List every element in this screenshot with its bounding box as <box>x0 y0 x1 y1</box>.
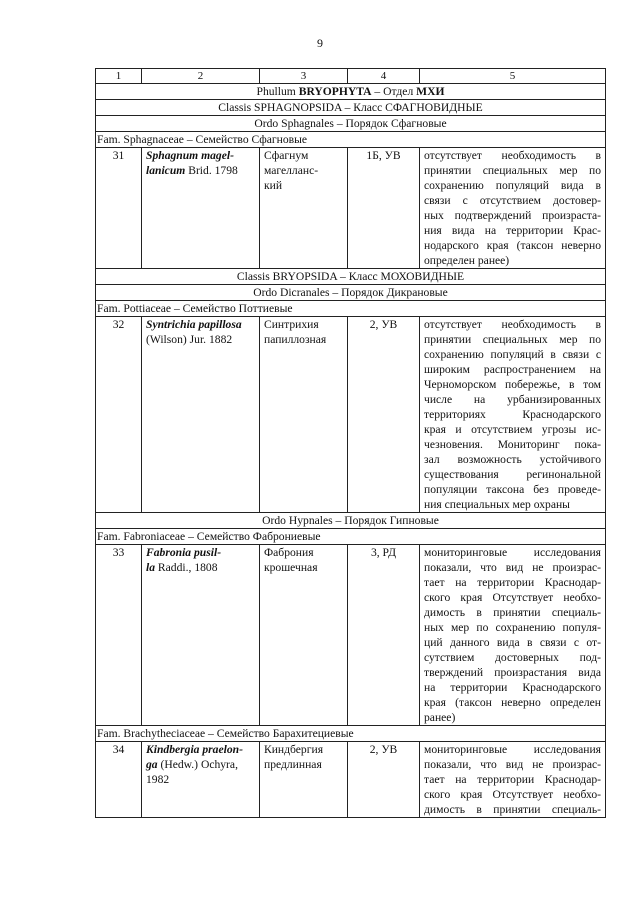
table-row <box>96 148 606 269</box>
family-heading: Fam. Pottiaceae – Семейство Поттиевые <box>96 301 606 317</box>
reason-line: края (таксон неверно определен <box>424 696 601 709</box>
species-author: 1982 <box>146 773 170 786</box>
reason-line: чезновения. Мониторинг пока- <box>424 438 601 451</box>
order-heading: Ordo Hypnales – Порядок Гипновые <box>96 513 606 529</box>
reason-line: связи с отсутствием достовер- <box>424 194 601 207</box>
reason-line: ского края Отсутствует необхо- <box>424 788 601 801</box>
reason-line: на территории Краснодарского <box>424 681 601 694</box>
reason-line: ния специальных мер охраны <box>424 498 570 511</box>
reason-line: тает на территории Краснодар- <box>424 576 601 589</box>
table-row <box>96 742 606 818</box>
species-author: Raddi., 1808 <box>155 561 218 574</box>
row-number: 32 <box>96 317 142 513</box>
family-row <box>96 301 606 317</box>
russian-name-line: магелланс- <box>264 164 319 177</box>
family-heading: Fam. Brachytheciaceae – Семейство Барахитециевые <box>96 726 606 742</box>
reason-line: показали, что вид не произрас- <box>424 561 601 574</box>
reason-line: принятии специальных мер по <box>424 164 601 177</box>
reason-line: ций данного вида в связи с от- <box>424 636 601 649</box>
family-row <box>96 726 606 742</box>
reason-line: ных мер по сохранению популя- <box>424 621 601 634</box>
category: 1Б, УВ <box>348 148 420 269</box>
reason-line: димость в принятии специаль- <box>424 803 601 816</box>
reason-line: ского края Отсутствует необхо- <box>424 591 601 604</box>
reason-line: сохранению популяций вида в <box>424 179 601 192</box>
row-number: 33 <box>96 545 142 726</box>
table-row <box>96 545 606 726</box>
reason-line: тверждений произрастания вида <box>424 666 601 679</box>
page-number: 9 <box>317 36 323 50</box>
species-name <box>142 148 260 269</box>
reason-line: отсутствует необходимость в <box>424 149 601 162</box>
species-author: (Hedw.) Ochyra, <box>157 758 238 771</box>
reason-line: существования регинональной <box>424 468 601 481</box>
reason-line: территориях Краснодарского <box>424 408 601 421</box>
species-latin: Sphagnum magel- <box>146 149 234 162</box>
russian-name-line: Киндбергия <box>264 743 324 756</box>
category: 3, РД <box>348 545 420 726</box>
reason-line: мониторинговые исследования <box>424 546 601 559</box>
russian-name-line: Фаброния <box>264 546 314 559</box>
category: 2, УВ <box>348 317 420 513</box>
reason <box>420 148 606 269</box>
species-author: Brid. 1798 <box>185 164 238 177</box>
order-heading: Ordo Sphagnales – Порядок Сфагновые <box>96 116 606 132</box>
reason-line: показали, что вид не произрас- <box>424 758 601 771</box>
species-latin: lanicum <box>146 164 186 177</box>
russian-name <box>260 742 348 818</box>
class-heading: Classis SPHAGNOPSIDA – Класс СФАГНОВИДНЫЕ <box>96 100 606 116</box>
russian-name-line: Синтрихия <box>264 318 319 331</box>
reason-line: отсутствует необходимость в <box>424 318 601 331</box>
column-number-row <box>96 69 606 84</box>
reason-line: края и отсутствием угрозы ис- <box>424 423 601 436</box>
reason <box>420 742 606 818</box>
family-row <box>96 529 606 545</box>
species-latin: la <box>146 561 156 574</box>
species-table <box>95 68 606 818</box>
row-number: 34 <box>96 742 142 818</box>
reason-line: мониторинговые исследования <box>424 743 601 756</box>
column-number: 2 <box>142 69 260 84</box>
species-name <box>142 545 260 726</box>
species-name <box>142 317 260 513</box>
class-heading: Classis BRYOPSIDA – Класс МОХОВИДНЫЕ <box>96 269 606 285</box>
species-author: (Wilson) Jur. 1882 <box>146 333 233 346</box>
reason-line: сохранению популяций в связи с <box>424 348 601 361</box>
phylum-heading <box>96 84 606 100</box>
category: 2, УВ <box>348 742 420 818</box>
row-number: 31 <box>96 148 142 269</box>
species-latin: Kindbergia praelon- <box>146 743 243 756</box>
reason-line: сутствием достоверных под- <box>424 651 601 664</box>
order-row <box>96 285 606 301</box>
reason-line: зал возможность устойчивого <box>424 453 601 466</box>
order-row <box>96 513 606 529</box>
phylum-middle: – Отдел <box>371 85 417 98</box>
family-row <box>96 132 606 148</box>
order-row <box>96 116 606 132</box>
family-heading: Fam. Sphagnaceae – Семейство Сфагновые <box>96 132 606 148</box>
russian-name <box>260 148 348 269</box>
russian-name-line: кий <box>264 179 283 192</box>
species-latin: ga <box>146 758 158 771</box>
column-number: 4 <box>348 69 420 84</box>
reason-line: тает на территории Краснодар- <box>424 773 601 786</box>
order-heading: Ordo Dicranales – Порядок Дикрановые <box>96 285 606 301</box>
russian-name-line: крошечная <box>264 561 318 574</box>
reason-line: числе на урбанизированных <box>424 393 601 406</box>
russian-name <box>260 317 348 513</box>
column-number: 1 <box>96 69 142 84</box>
reason-line: нодарского края (таксон неверно <box>424 239 601 252</box>
phylum-latin: BRYOPHYTA <box>298 85 372 98</box>
reason-line: принятии специальных мер по <box>424 333 601 346</box>
reason-line: димость в принятии специаль- <box>424 606 601 619</box>
reason-line: широким распространением на <box>424 363 601 376</box>
russian-name-line: предлинная <box>264 758 322 771</box>
russian-name <box>260 545 348 726</box>
reason-line: популяции таксона без проведе- <box>424 483 601 496</box>
species-name <box>142 742 260 818</box>
reason-line: ранее) <box>424 711 456 724</box>
russian-name-line: Сфагнум <box>264 149 309 162</box>
reason-line: Черноморском побережье, в том <box>424 378 601 391</box>
class-row <box>96 269 606 285</box>
species-latin: Syntrichia papillosa <box>146 318 242 331</box>
family-heading: Fam. Fabroniaceae – Семейство Фаброниевые <box>96 529 606 545</box>
phylum-row <box>96 84 606 100</box>
reason-line: определен ранее) <box>424 254 510 267</box>
species-latin: Fabronia pusil- <box>146 546 222 559</box>
class-row <box>96 100 606 116</box>
russian-name-line: папиллозная <box>264 333 327 346</box>
reason <box>420 317 606 513</box>
phylum-prefix: Phullum <box>256 85 299 98</box>
column-number: 5 <box>420 69 606 84</box>
reason-line: ных подтверждений произраста- <box>424 209 601 222</box>
reason-line: ния вида на территории Крас- <box>424 224 601 237</box>
reason <box>420 545 606 726</box>
table-row <box>96 317 606 513</box>
column-number: 3 <box>260 69 348 84</box>
phylum-russian: МХИ <box>416 85 445 98</box>
